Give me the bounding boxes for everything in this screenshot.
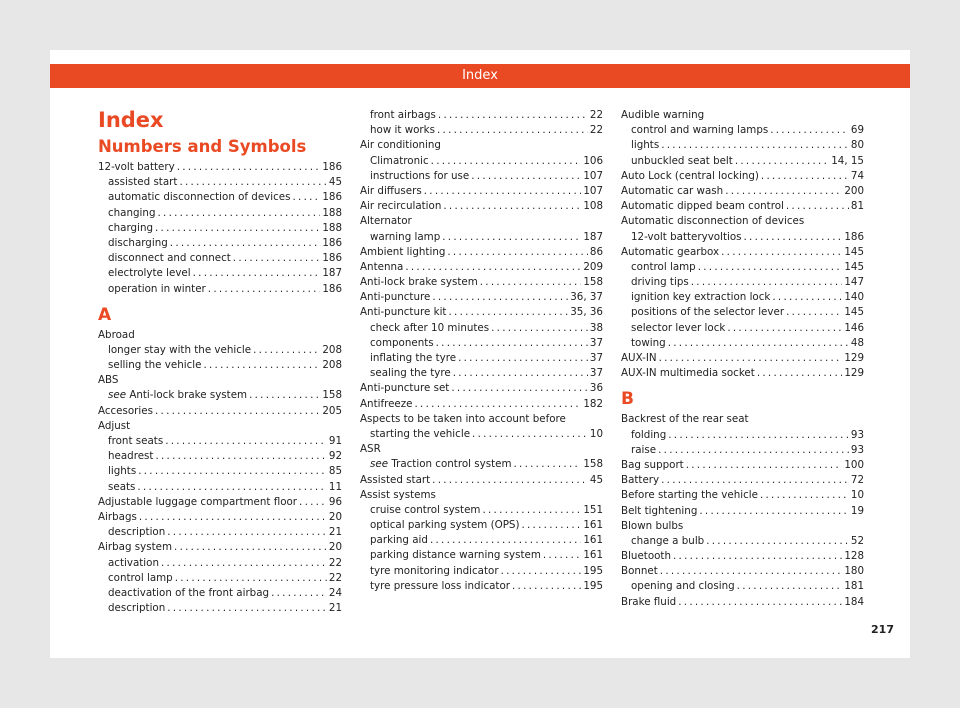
- index-entry: Brake fluid . . . 184: [621, 595, 864, 610]
- index-subentry: lights . . . 85: [98, 464, 342, 479]
- index-subentry: disconnect and connect . . . 186: [98, 251, 342, 266]
- index-entry: Airbags . . . 20: [98, 510, 342, 525]
- section-letter-a: A: [98, 304, 112, 325]
- index-entry: Adjustable luggage compartment floor . . . 96: [98, 495, 342, 510]
- index-subentry: inflating the tyre . . . 37: [360, 351, 603, 366]
- index-entry: Anti-puncture kit . . . 35, 36: [360, 305, 603, 320]
- index-subentry: unbuckled seat belt . . . 14, 15: [621, 154, 864, 169]
- index-subentry: positions of the selector lever . . . 145: [621, 305, 864, 320]
- index-subentry: instructions for use . . . 107: [360, 169, 603, 184]
- index-subentry: 12-volt batteryvoltios . . . 186: [621, 230, 864, 245]
- index-subentry: description . . . 21: [98, 601, 342, 616]
- index-entry: Battery . . . 72: [621, 473, 864, 488]
- index-entry: Auto Lock (central locking) . . . 74: [621, 169, 864, 184]
- index-entry: Assisted start . . . 45: [360, 473, 603, 488]
- index-heading: Air conditioning: [360, 139, 441, 152]
- index-heading: Audible warning: [621, 109, 705, 121]
- index-entry: Bonnet . . . 180: [621, 564, 864, 579]
- index-heading: Blown bulbs: [621, 519, 684, 532]
- index-entry: Bag support . . . 100: [621, 458, 864, 473]
- index-see-reference: see Traction control system . . . 158: [360, 457, 603, 472]
- index-subentry: selling the vehicle . . . 208: [98, 358, 342, 373]
- index-subentry: starting the vehicle . . . 10: [360, 427, 603, 442]
- index-subentry: front airbags . . . 22: [360, 108, 603, 123]
- index-subentry: cruise control system . . . 151: [360, 503, 603, 518]
- index-entry: Antifreeze . . . 182: [360, 397, 603, 412]
- index-subentry: discharging . . . 186: [98, 236, 342, 251]
- index-heading: ABS: [98, 374, 119, 387]
- index-subentry: driving tips . . . 147: [621, 275, 864, 290]
- page-number: 217: [871, 623, 894, 636]
- index-subentry: longer stay with the vehicle . . . 208: [98, 343, 342, 358]
- index-entry: Anti-lock brake system . . . 158: [360, 275, 603, 290]
- index-subentry: automatic disconnection of devices . . . 186: [98, 190, 342, 205]
- index-entry: Antenna . . . 209: [360, 260, 603, 275]
- index-entry: Automatic dipped beam control . . . 81: [621, 199, 864, 214]
- index-column-2: [360, 108, 603, 594]
- index-subentry: change a bulb . . . 52: [621, 534, 864, 549]
- index-entry: Accesories . . . 205: [98, 404, 342, 419]
- index-entry: Anti-puncture set . . . 36: [360, 381, 603, 396]
- index-subentry: lights . . . 80: [621, 138, 864, 153]
- index-subentry: deactivation of the front airbag . . . 24: [98, 586, 342, 601]
- index-heading: Assist systems: [360, 488, 436, 501]
- index-subentry: optical parking system (OPS) . . . 161: [360, 518, 603, 533]
- index-subentry: headrest . . . 92: [98, 449, 342, 464]
- index-subentry: operation in winter . . . 186: [98, 282, 342, 297]
- document-page: [50, 50, 910, 658]
- index-entry: Bluetooth . . . 128: [621, 549, 864, 564]
- index-entry: Automatic gearbox . . . 145: [621, 245, 864, 260]
- index-subentry: sealing the tyre . . . 37: [360, 366, 603, 381]
- index-subentry: control and warning lamps . . . 69: [621, 123, 864, 138]
- index-column-1: [98, 108, 342, 616]
- index-entry: AUX-IN multimedia socket . . . 129: [621, 366, 864, 381]
- index-subentry: description . . . 21: [98, 525, 342, 540]
- index-subentry: activation . . . 22: [98, 556, 342, 571]
- index-entry: Ambient lighting . . . 86: [360, 245, 603, 260]
- index-subentry: electrolyte level . . . 187: [98, 266, 342, 281]
- index-subentry: parking aid . . . 161: [360, 533, 603, 548]
- index-column-3: [621, 108, 864, 610]
- index-subentry: assisted start . . . 45: [98, 175, 342, 190]
- index-entry: Anti-puncture . . . 36, 37: [360, 290, 603, 305]
- index-heading: Alternator: [360, 215, 412, 228]
- index-subentry: raise . . . 93: [621, 443, 864, 458]
- index-subentry: control lamp . . . 22: [98, 571, 342, 586]
- index-subentry: ignition key extraction lock . . . 140: [621, 290, 864, 305]
- index-heading: Automatic disconnection of devices: [621, 215, 805, 228]
- index-entry: Air recirculation . . . 108: [360, 199, 603, 214]
- index-subentry: selector lever lock . . . 146: [621, 321, 864, 336]
- index-heading: ASR: [360, 443, 381, 456]
- index-subentry: front seats . . . 91: [98, 434, 342, 449]
- index-subentry: components . . . 37: [360, 336, 603, 351]
- index-entry: Airbag system . . . 20: [98, 540, 342, 555]
- index-subentry: opening and closing . . . 181: [621, 579, 864, 594]
- index-subentry: folding . . . 93: [621, 428, 864, 443]
- index-heading: Backrest of the rear seat: [621, 413, 749, 426]
- index-subentry: how it works . . . 22: [360, 123, 603, 138]
- section-heading-numbers: Numbers and Symbols: [98, 137, 307, 156]
- index-subentry: changing . . . 188: [98, 206, 342, 221]
- index-subentry: Climatronic . . . 106: [360, 154, 603, 169]
- index-subentry: parking distance warning system . . . 161: [360, 548, 603, 563]
- index-subentry: charging . . . 188: [98, 221, 342, 236]
- index-heading: Abroad: [98, 328, 135, 341]
- index-see-reference: see Anti-lock brake system . . . 158: [98, 388, 342, 403]
- index-entry: Air diffusers . . . 107: [360, 184, 603, 199]
- index-subentry: tyre pressure loss indicator . . . 195: [360, 579, 603, 594]
- index-heading: Aspects to be taken into account before: [360, 412, 566, 425]
- index-entry: Automatic car wash . . . 200: [621, 184, 864, 199]
- index-entry: Belt tightening . . . 19: [621, 504, 864, 519]
- index-subentry: seats . . . 11: [98, 480, 342, 495]
- index-subentry: towing . . . 48: [621, 336, 864, 351]
- index-subentry: check after 10 minutes . . . 38: [360, 321, 603, 336]
- index-entry: AUX-IN . . . 129: [621, 351, 864, 366]
- section-letter-b: B: [621, 389, 634, 410]
- page-header-bar: Index: [50, 64, 910, 88]
- index-heading: Adjust: [98, 419, 131, 432]
- index-subentry: control lamp . . . 145: [621, 260, 864, 275]
- index-entry: Before starting the vehicle . . . 10: [621, 488, 864, 503]
- index-title: Index: [98, 108, 164, 132]
- index-entry: 12-volt battery . . . 186: [98, 160, 342, 175]
- index-subentry: warning lamp . . . 187: [360, 230, 603, 245]
- index-subentry: tyre monitoring indicator . . . 195: [360, 564, 603, 579]
